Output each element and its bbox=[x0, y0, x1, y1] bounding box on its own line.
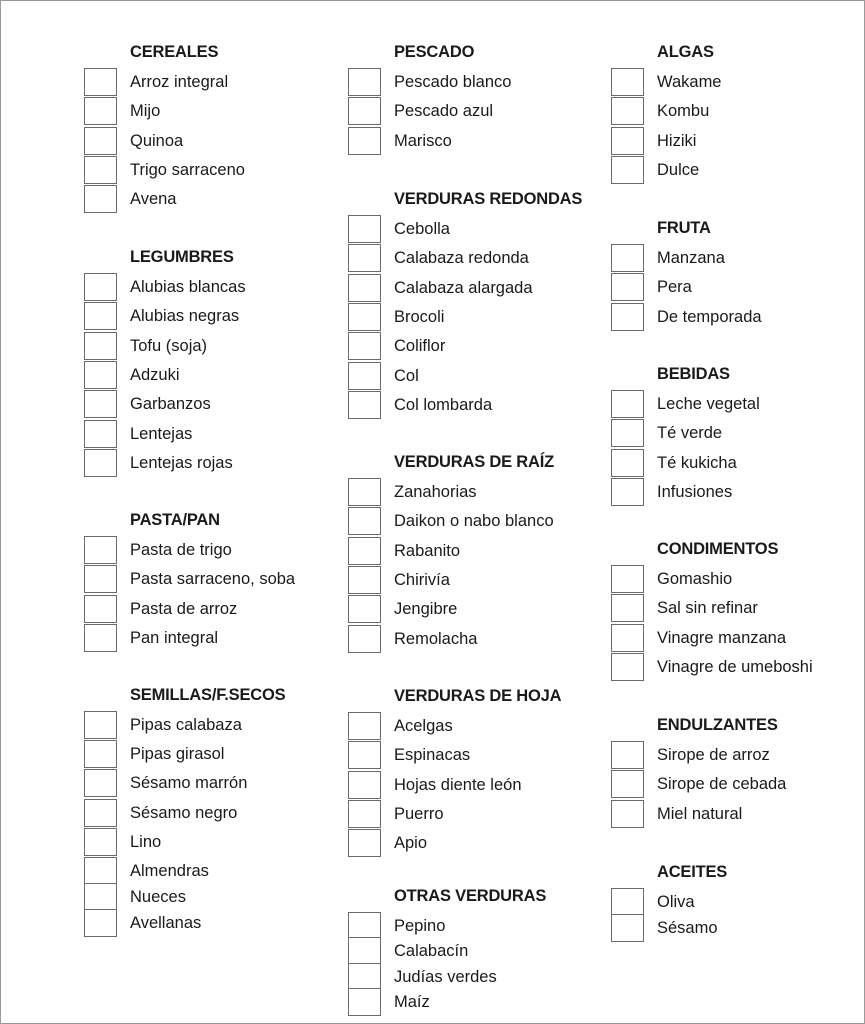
checklist-item-label: Mijo bbox=[130, 102, 161, 120]
checklist-item-label: Adzuki bbox=[130, 366, 180, 384]
checkbox[interactable] bbox=[348, 800, 381, 828]
checklist-item-label: Manzana bbox=[657, 249, 725, 267]
section-title: OTRAS VERDURAS bbox=[394, 887, 547, 905]
checkbox[interactable] bbox=[611, 741, 644, 769]
checkbox[interactable] bbox=[348, 274, 381, 302]
checklist-item-label: Pescado azul bbox=[394, 102, 494, 120]
checklist-item-label: Arroz integral bbox=[130, 73, 229, 91]
checkbox[interactable] bbox=[348, 741, 381, 769]
checkbox[interactable] bbox=[84, 565, 117, 593]
checklist-item-label: Kombu bbox=[657, 102, 710, 120]
section-title: PESCADO bbox=[394, 43, 475, 61]
checklist-item-label: Judías verdes bbox=[394, 968, 497, 986]
checklist-item-label: Chirivía bbox=[394, 571, 450, 589]
checkbox[interactable] bbox=[611, 449, 644, 477]
checkbox[interactable] bbox=[348, 625, 381, 653]
checkbox[interactable] bbox=[348, 391, 381, 419]
checklist-item-label: Pera bbox=[657, 278, 692, 296]
section-title: LEGUMBRES bbox=[130, 248, 234, 266]
checklist-item-label: Sésamo marrón bbox=[130, 774, 248, 792]
checklist-item-label: Almendras bbox=[130, 862, 209, 880]
checklist-item-label: Alubias negras bbox=[130, 307, 240, 325]
checkbox[interactable] bbox=[84, 909, 117, 937]
checkbox[interactable] bbox=[348, 771, 381, 799]
checkbox[interactable] bbox=[611, 800, 644, 828]
section-title: CONDIMENTOS bbox=[657, 540, 779, 558]
checklist-item-label: Miel natural bbox=[657, 805, 743, 823]
section-title: ALGAS bbox=[657, 43, 714, 61]
checklist-item-label: De temporada bbox=[657, 308, 762, 326]
checklist-item-label: Col lombarda bbox=[394, 396, 493, 414]
checklist-item-label: Pipas calabaza bbox=[130, 716, 242, 734]
checklist-item-label: Cebolla bbox=[394, 220, 450, 238]
checklist-item-label: Brocoli bbox=[394, 308, 445, 326]
checkbox[interactable] bbox=[84, 883, 117, 911]
checkbox[interactable] bbox=[84, 857, 117, 885]
checkbox[interactable] bbox=[84, 536, 117, 564]
checklist-item-label: Infusiones bbox=[657, 483, 733, 501]
checklist-item-label: Avena bbox=[130, 190, 177, 208]
checklist-item-label: Hiziki bbox=[657, 132, 697, 150]
checklist-item-label: Té verde bbox=[657, 424, 723, 442]
checkbox[interactable] bbox=[84, 740, 117, 768]
checklist-item-label: Pasta sarraceno, soba bbox=[130, 570, 296, 588]
checkbox[interactable] bbox=[611, 594, 644, 622]
checklist-item-label: Marisco bbox=[394, 132, 452, 150]
checklist-item-label: Pipas girasol bbox=[130, 745, 225, 763]
checkbox[interactable] bbox=[84, 711, 117, 739]
checkbox[interactable] bbox=[611, 97, 644, 125]
checkbox[interactable] bbox=[611, 565, 644, 593]
checkbox[interactable] bbox=[348, 303, 381, 331]
checklist-item-label: Jengibre bbox=[394, 600, 458, 618]
checklist-item-label: Rabanito bbox=[394, 542, 461, 560]
checklist-item-label: Sirope de cebada bbox=[657, 775, 787, 793]
checkbox[interactable] bbox=[611, 156, 644, 184]
checkbox[interactable] bbox=[84, 828, 117, 856]
checklist-item-label: Col bbox=[394, 367, 419, 385]
checklist-item-label: Puerro bbox=[394, 805, 444, 823]
checkbox[interactable] bbox=[611, 390, 644, 418]
checklist-item-label: Hojas diente león bbox=[394, 776, 522, 794]
checkbox[interactable] bbox=[84, 127, 117, 155]
checklist-item-label: Gomashio bbox=[657, 570, 733, 588]
checkbox[interactable] bbox=[348, 68, 381, 96]
section-title: ENDULZANTES bbox=[657, 716, 778, 734]
checklist-item-label: Lentejas rojas bbox=[130, 454, 233, 472]
checklist-item-label: Oliva bbox=[657, 893, 695, 911]
checklist-item-label: Nueces bbox=[130, 888, 186, 906]
checkbox[interactable] bbox=[348, 362, 381, 390]
section-title: VERDURAS DE RAÍZ bbox=[394, 453, 554, 471]
checkbox[interactable] bbox=[348, 332, 381, 360]
checklist-item-label: Sirope de arroz bbox=[657, 746, 770, 764]
checkbox[interactable] bbox=[348, 963, 381, 991]
checkbox[interactable] bbox=[611, 624, 644, 652]
checkbox[interactable] bbox=[84, 156, 117, 184]
checkbox[interactable] bbox=[348, 937, 381, 965]
checklist-item-label: Coliflor bbox=[394, 337, 446, 355]
checklist-item-label: Daikon o nabo blanco bbox=[394, 512, 554, 530]
section-title: SEMILLAS/F.SECOS bbox=[130, 686, 286, 704]
section-title: FRUTA bbox=[657, 219, 711, 237]
checkbox[interactable] bbox=[84, 97, 117, 125]
checkbox[interactable] bbox=[611, 273, 644, 301]
checkbox[interactable] bbox=[611, 419, 644, 447]
section-title: ACEITES bbox=[657, 863, 728, 881]
checkbox[interactable] bbox=[611, 770, 644, 798]
checkbox[interactable] bbox=[84, 302, 117, 330]
checklist-item-label: Pasta de arroz bbox=[130, 600, 238, 618]
checklist-item-label: Vinagre manzana bbox=[657, 629, 787, 647]
checkbox[interactable] bbox=[611, 888, 644, 916]
checkbox[interactable] bbox=[84, 799, 117, 827]
checklist-item-label: Vinagre de umeboshi bbox=[657, 658, 813, 676]
checkbox[interactable] bbox=[348, 988, 381, 1016]
checklist-item-label: Trigo sarraceno bbox=[130, 161, 245, 179]
checkbox[interactable] bbox=[84, 68, 117, 96]
checklist-item-label: Sésamo negro bbox=[130, 804, 238, 822]
checkbox[interactable] bbox=[348, 127, 381, 155]
checkbox[interactable] bbox=[611, 914, 644, 942]
section-title: VERDURAS REDONDAS bbox=[394, 190, 583, 208]
checkbox[interactable] bbox=[611, 303, 644, 331]
checklist-item-label: Pasta de trigo bbox=[130, 541, 232, 559]
checkbox[interactable] bbox=[611, 653, 644, 681]
checkbox[interactable] bbox=[84, 390, 117, 418]
checklist-item-label: Zanahorias bbox=[394, 483, 477, 501]
checklist-item-label: Calabacín bbox=[394, 942, 469, 960]
checklist-item-label: Remolacha bbox=[394, 630, 478, 648]
checkbox[interactable] bbox=[611, 478, 644, 506]
checkbox[interactable] bbox=[84, 624, 117, 652]
checklist-item-label: Alubias blancas bbox=[130, 278, 246, 296]
checkbox[interactable] bbox=[611, 244, 644, 272]
checklist-item-label: Sal sin refinar bbox=[657, 599, 758, 617]
checklist-item-label: Lino bbox=[130, 833, 162, 851]
checklist-item-label: Garbanzos bbox=[130, 395, 211, 413]
checklist-item-label: Avellanas bbox=[130, 914, 202, 932]
checklist-item-label: Pescado blanco bbox=[394, 73, 512, 91]
checkbox[interactable] bbox=[84, 361, 117, 389]
checklist-item-label: Lentejas bbox=[130, 425, 193, 443]
checklist-item-label: Wakame bbox=[657, 73, 722, 91]
checklist-item-label: Leche vegetal bbox=[657, 395, 760, 413]
checkbox[interactable] bbox=[84, 273, 117, 301]
section-title: CEREALES bbox=[130, 43, 219, 61]
checklist-item-label: Dulce bbox=[657, 161, 700, 179]
checkbox[interactable] bbox=[348, 478, 381, 506]
checklist-item-label: Espinacas bbox=[394, 746, 471, 764]
checklist-item-label: Té kukicha bbox=[657, 454, 737, 472]
checkbox[interactable] bbox=[611, 68, 644, 96]
checkbox[interactable] bbox=[84, 449, 117, 477]
checklist-item-label: Acelgas bbox=[394, 717, 453, 735]
checkbox[interactable] bbox=[84, 332, 117, 360]
checklist-item-label: Pan integral bbox=[130, 629, 219, 647]
checklist-item-label: Sésamo bbox=[657, 919, 718, 937]
checklist-item-label: Tofu (soja) bbox=[130, 337, 208, 355]
checkbox[interactable] bbox=[611, 127, 644, 155]
checklist-item-label: Maíz bbox=[394, 993, 430, 1011]
checkbox[interactable] bbox=[348, 912, 381, 940]
checklist-item-label: Calabaza alargada bbox=[394, 279, 533, 297]
checklist-item-label: Apio bbox=[394, 834, 428, 852]
checkbox[interactable] bbox=[348, 244, 381, 272]
checkbox[interactable] bbox=[84, 420, 117, 448]
checkbox[interactable] bbox=[348, 215, 381, 243]
checkbox[interactable] bbox=[348, 829, 381, 857]
checkbox[interactable] bbox=[348, 566, 381, 594]
checkbox[interactable] bbox=[348, 537, 381, 565]
checkbox[interactable] bbox=[84, 769, 117, 797]
checkbox[interactable] bbox=[348, 507, 381, 535]
checkbox[interactable] bbox=[84, 595, 117, 623]
section-title: PASTA/PAN bbox=[130, 511, 220, 529]
checkbox[interactable] bbox=[348, 595, 381, 623]
section-title: VERDURAS DE HOJA bbox=[394, 687, 562, 705]
checkbox[interactable] bbox=[348, 712, 381, 740]
checkbox[interactable] bbox=[84, 185, 117, 213]
checklist-item-label: Pepino bbox=[394, 917, 446, 935]
checklist-item-label: Calabaza redonda bbox=[394, 249, 529, 267]
section-title: BEBIDAS bbox=[657, 365, 730, 383]
checklist-item-label: Quinoa bbox=[130, 132, 184, 150]
checkbox[interactable] bbox=[348, 97, 381, 125]
